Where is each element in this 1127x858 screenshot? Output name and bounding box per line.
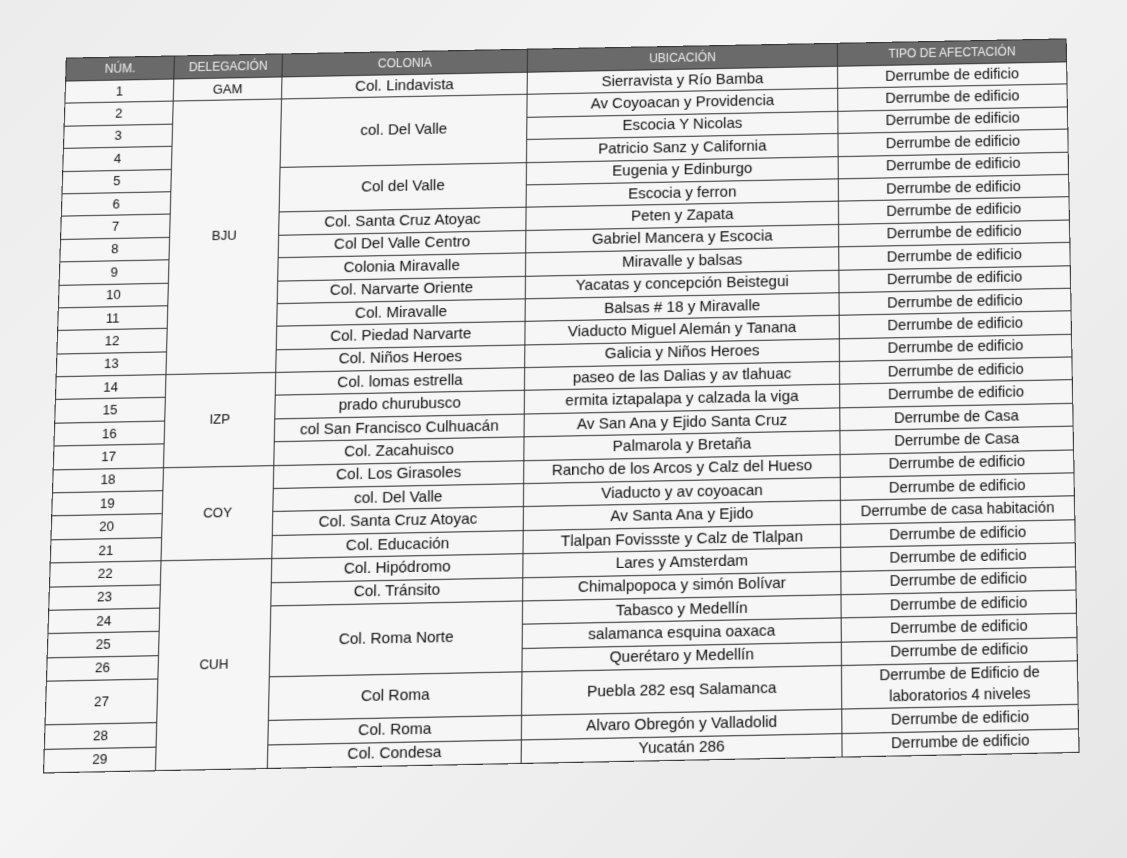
colonia-cell: Col. Hipódromo — [271, 554, 523, 582]
colonia-cell: Col. Condesa — [267, 739, 521, 768]
ubicacion-cell: Galicia y Niños Heroes — [525, 339, 840, 368]
afectacion-cell: Derrumbe de edificio — [839, 311, 1071, 338]
ubicacion-cell: paseo de las Dalias y av tlahuac — [524, 362, 839, 391]
row-number: 15 — [55, 398, 166, 423]
afectacion-cell: Derrumbe de Casa — [840, 426, 1074, 454]
row-number: 24 — [48, 608, 160, 634]
ubicacion-cell: Tlalpan Fovissste y Calz de Tlalpan — [523, 524, 841, 554]
colonia-cell: Col. Roma Norte — [269, 601, 522, 677]
row-number: 17 — [53, 444, 164, 469]
row-number: 14 — [55, 375, 166, 400]
afectacion-cell: Derrumbe de edificio — [840, 380, 1073, 408]
afectacion-cell: Derrumbe de Casa — [840, 403, 1073, 431]
afectacion-cell: Derrumbe de edificio — [839, 357, 1072, 385]
ubicacion-cell: Alvaro Obregón y Valladolid — [521, 709, 842, 739]
ubicacion-cell: Patricio Sanz y California — [526, 134, 838, 163]
colonia-cell: Col. Zacahuisco — [274, 437, 524, 465]
delegacion-cell: GAM — [173, 77, 282, 102]
ubicacion-cell: Gabriel Mancera y Escocia — [526, 224, 839, 253]
colonia-cell: col. Del Valle — [280, 95, 527, 167]
ubicacion-cell: Av San Ana y Ejido Santa Cruz — [524, 408, 840, 437]
ubicacion-cell: Lares y Amsterdam — [523, 548, 841, 578]
colonia-cell: col. Del Valle — [273, 484, 524, 512]
afectacion-cell: Derrumbe de edificio — [841, 637, 1077, 665]
delegacion-cell: IZP — [163, 373, 275, 468]
ubicacion-cell: Rancho de los Arcos y Calz del Hueso — [524, 454, 841, 483]
ubicacion-cell: Eugenia y Edinburgo — [526, 156, 838, 185]
colonia-cell: Col. Tránsito — [271, 577, 523, 606]
afectacion-cell: Derrumbe de casa habitación — [840, 496, 1074, 524]
afectacion-cell: Derrumbe de edificio — [841, 614, 1077, 642]
afectacion-cell: Derrumbe de edificio — [838, 197, 1069, 224]
row-number: 21 — [50, 537, 161, 563]
ubicacion-cell: Tabasco y Medellín — [522, 595, 841, 625]
afectacion-cell: Derrumbe de edificio — [839, 334, 1072, 362]
header-colonia: COLONIA — [282, 49, 528, 77]
afectacion-cell: Derrumbe de edificio — [841, 590, 1077, 618]
table-body — [44, 62, 1080, 773]
colonia-cell: Col. Piedad Narvarte — [276, 322, 525, 350]
afectacion-cell: Derrumbe de edificio — [840, 450, 1074, 478]
row-number: 3 — [63, 124, 172, 149]
afectacion-cell: Derrumbe de edificio — [839, 288, 1071, 315]
row-number: 6 — [61, 192, 171, 217]
row-number: 9 — [59, 260, 169, 285]
row-number: 29 — [44, 747, 157, 773]
ubicacion-cell: Chimalpopoca y simón Bolívar — [523, 571, 841, 601]
afectacion-cell: Derrumbe de edificio — [839, 220, 1070, 247]
afectacion-cell: Derrumbe de edificio — [838, 84, 1068, 111]
colonia-cell: Col. Miravalle — [277, 299, 526, 327]
row-number: 18 — [52, 467, 163, 492]
delegacion-cell: BJU — [166, 99, 282, 374]
row-number: 10 — [58, 283, 168, 308]
afectacion-cell: Derrumbe de edificio — [841, 520, 1076, 548]
ubicacion-cell: Yacatas y concepción Beistegui — [525, 270, 839, 299]
colonia-cell: Col. Niños Heroes — [276, 345, 525, 373]
row-number: 1 — [65, 79, 174, 104]
colonia-cell: Col del Valle — [279, 162, 526, 212]
ubicacion-cell: Palmarola y Bretaña — [524, 431, 840, 460]
header-ubicacion: UBICACIÓN — [527, 43, 837, 72]
row-number: 11 — [58, 306, 168, 331]
afectacion-cell: Derrumbe de edificio — [841, 567, 1076, 595]
ubicacion-cell: Escocia y ferron — [526, 179, 838, 208]
row-number: 7 — [61, 214, 171, 239]
damage-table — [43, 38, 1080, 773]
colonia-cell: Col. Lindavista — [282, 72, 528, 99]
row-number: 5 — [62, 169, 171, 194]
ubicacion-cell: Escocia Y Nicolas — [527, 111, 838, 139]
ubicacion-cell: salamanca esquina oaxaca — [522, 618, 841, 648]
colonia-cell: col San Francisco Culhuacán — [274, 414, 524, 442]
header-num: NÚM. — [66, 56, 175, 81]
ubicacion-cell: Balsas # 18 y Miravalle — [525, 293, 839, 322]
ubicacion-cell: Av Santa Ana y Ejido — [523, 501, 840, 531]
colonia-cell: Col. Roma — [268, 716, 522, 745]
colonia-cell: Col Del Valle Centro — [278, 230, 526, 258]
afectacion-cell: Derrumbe de edificio — [838, 152, 1068, 179]
delegacion-cell: CUH — [155, 559, 271, 771]
row-number: 13 — [56, 352, 166, 377]
ubicacion-cell: Viaducto Miguel Alemán y Tanana — [525, 316, 839, 345]
colonia-cell: prado churubusco — [275, 391, 525, 419]
delegacion-cell: COY — [161, 465, 274, 561]
row-number: 23 — [49, 584, 161, 610]
header-delegacion: DELEGACIÓN — [174, 54, 283, 79]
header-tipo: TIPO DE AFECTACIÓN — [837, 39, 1066, 66]
row-number: 12 — [57, 329, 167, 354]
ubicacion-cell: Querétaro y Medellín — [522, 642, 842, 672]
afectacion-cell: Derrumbe de edificio — [841, 543, 1076, 571]
row-number: 19 — [52, 491, 163, 517]
row-number: 4 — [63, 146, 172, 171]
afectacion-cell: Derrumbe de edificio — [838, 174, 1069, 201]
colonia-cell: Col. Narvarte Oriente — [277, 276, 525, 304]
row-number: 27 — [45, 679, 158, 725]
afectacion-cell: Derrumbe de Edificio de laboratorios 4 niveles — [841, 661, 1078, 709]
ubicacion-cell: Av Coyoacan y Providencia — [527, 89, 838, 117]
ubicacion-cell: ermita iztapalapa y calzada la viga — [524, 385, 840, 414]
row-number: 28 — [44, 723, 156, 749]
row-number: 2 — [64, 101, 173, 126]
row-number: 8 — [60, 237, 170, 262]
colonia-cell: Col. Santa Cruz Atoyac — [279, 208, 526, 236]
row-number: 20 — [51, 514, 162, 540]
afectacion-cell: Derrumbe de edificio — [838, 62, 1067, 89]
colonia-cell: Col. lomas estrella — [275, 368, 524, 396]
ubicacion-cell: Peten y Zapata — [526, 201, 839, 230]
afectacion-cell: Derrumbe de edificio — [839, 242, 1071, 269]
ubicacion-cell: Sierravista y Río Bamba — [527, 66, 838, 94]
damage-report-sheet — [43, 38, 1079, 773]
ubicacion-cell: Yucatán 286 — [521, 733, 842, 763]
afectacion-cell: Derrumbe de edificio — [839, 265, 1071, 292]
colonia-cell: Col. Santa Cruz Atoyac — [272, 507, 523, 535]
ubicacion-cell: Miravalle y balsas — [525, 247, 838, 276]
colonia-cell: Col. Los Girasoles — [273, 460, 524, 488]
afectacion-cell: Derrumbe de edificio — [842, 705, 1079, 734]
afectacion-cell: Derrumbe de edificio — [838, 107, 1068, 134]
colonia-cell: Colonia Miravalle — [278, 253, 526, 281]
row-number: 22 — [49, 561, 161, 587]
ubicacion-cell: Puebla 282 esq Salamanca — [522, 666, 842, 716]
afectacion-cell: Derrumbe de edificio — [840, 473, 1074, 501]
ubicacion-cell: Viaducto y av coyoacan — [523, 477, 840, 507]
colonia-cell: Col. Educación — [272, 530, 523, 558]
colonia-cell: Col Roma — [268, 672, 522, 721]
afectacion-cell: Derrumbe de edificio — [838, 129, 1068, 156]
row-number: 26 — [46, 655, 158, 681]
afectacion-cell: Derrumbe de edificio — [842, 728, 1079, 757]
row-number: 25 — [47, 632, 159, 658]
row-number: 16 — [54, 421, 165, 446]
